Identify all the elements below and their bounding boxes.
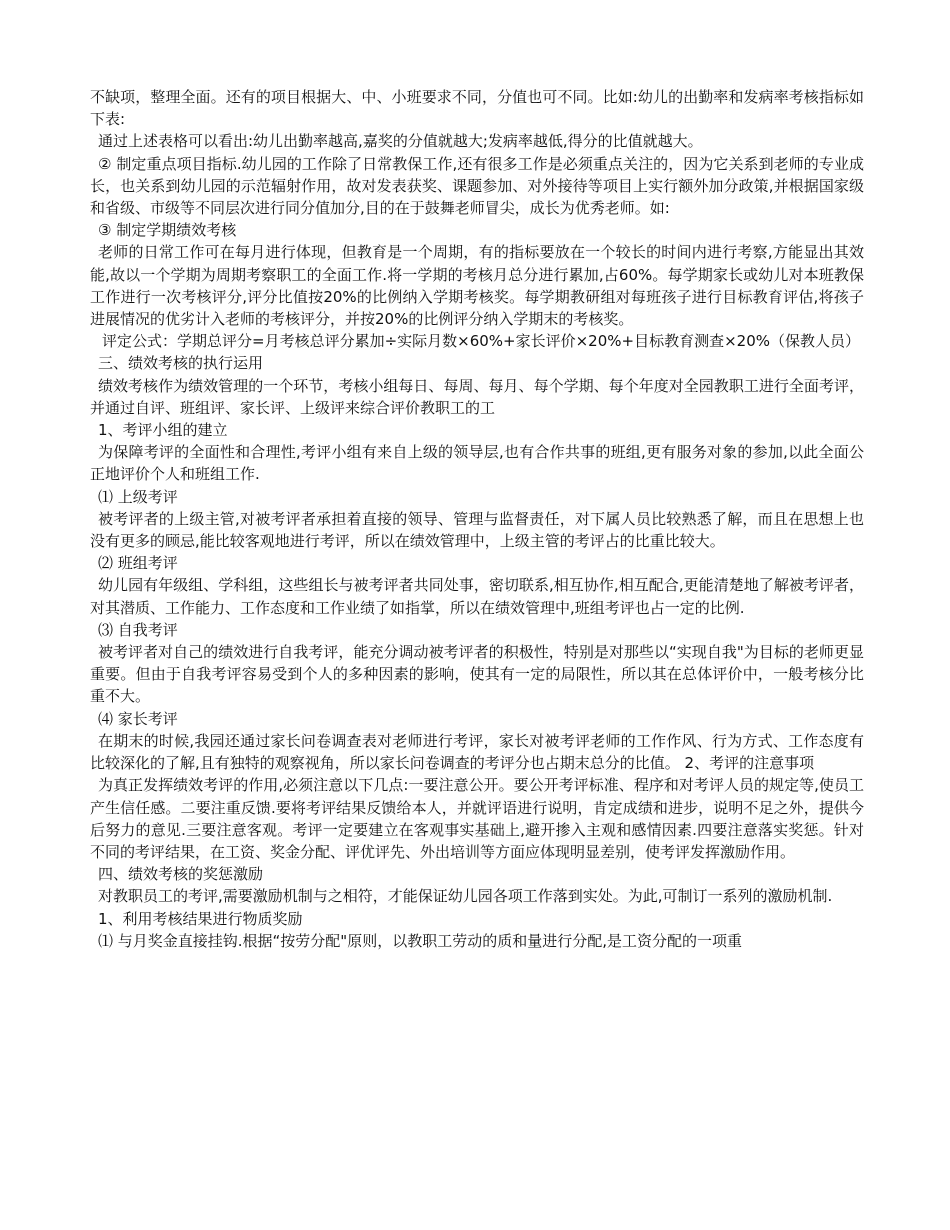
- heading-section-four: 四、绩效考核的奖惩激励: [98, 865, 264, 884]
- heading-supervisor-review: ⑴ 上级考评: [98, 487, 178, 506]
- paragraph-section-three-intro: 绩效考核作为绩效管理的一个环节，考核小组每日、每周、每月、每个学期、每个年度对全园教职工进行全面考评，并通过自评、班组评、家长评、上级评来综合评价教职工的工: [90, 376, 864, 417]
- document-page: [90, 86, 864, 952]
- heading-self-review: ⑶ 自我考评: [98, 620, 178, 639]
- heading-assessment-team: 1、考评小组的建立: [98, 421, 228, 440]
- heading-team-review: ⑵ 班组考评: [98, 554, 178, 573]
- paragraph-review-notes: 为真正发挥绩效考评的作用,必须注意以下几点:一要注意公开。要公开考评标准、程序和对考评人员的规定等,使员工产生信任感。二要注重反馈.要将考评结果反馈给本人，并就评语进行说明，肯定成绩和进步，说明不足之外，提供今后努力的意见.三要注意客观。考评一定要建立在客观事实基础上,避开掺入主观和感情因素.四要注意落实奖惩。针对不同的考评结果，在工资、奖金分配、评优评先、外出培训等方面应体现明显差别，使考评发挥激励作用。: [90, 776, 864, 861]
- heading-parent-review: ⑷ 家长考评: [98, 709, 178, 728]
- paragraph-key-project-indicators: ② 制定重点项目指标.幼儿园的工作除了日常教保工作,还有很多工作是必须重点关注的，因为它关系到老师的专业成长，也关系到幼儿园的示范辐射作用，故对发表获奖、课题参加、对外接待等项目上实行额外加分政策,并根据国家级和省级、市级等不同层次进行同分值加分,目的在于鼓舞老师冒尖，成长为优秀老师。如:: [90, 154, 864, 218]
- heading-semester-assessment: ③ 制定学期绩效考核: [98, 221, 237, 240]
- paragraph-semester-assessment: 老师的日常工作可在每月进行体现，但教育是一个周期，有的指标要放在一个较长的时间内进行考察,方能显出其效能,故以一个学期为周期考察职工的全面工作.将一学期的考核月总分进行累加,占60%。每学期家长或幼儿对本班教保工作进行一次考核评分,评分比值按20%的比例纳入学期考核奖。每学期教研组对每班孩子进行目标教育评估,将孩子进展情况的优劣计入老师的考核评分，并按20%的比例评分纳入学期末的考核奖。: [90, 243, 864, 329]
- paragraph-evaluation-formula: 评定公式：学期总评分=月考核总评分累加÷实际月数×60%+家长评价×20%+目标教育测查×20%（保教人员）: [102, 332, 861, 351]
- heading-section-three: 三、绩效考核的执行运用: [98, 354, 264, 373]
- paragraph-parent-review: 在期末的时候,我园还通过家长问卷调查表对老师进行考评，家长对被考评老师的工作作风、行为方式、工作态度有比较深化的了解,且有独特的观察视角，所以家长问卷调查的考评分也占期末总分的比值。 2、考评的注意事项: [90, 731, 864, 773]
- paragraph-team-review: 幼儿园有年级组、学科组，这些组长与被考评者共同处事，密切联系,相互协作,相互配合,更能清楚地了解被考评者，对其潜质、工作能力、工作态度和工作业绩了如指掌，所以在绩效管理中,班组考评也占一定的比例.: [90, 576, 864, 617]
- paragraph-section-four-intro: 对教职员工的考评,需要激励机制与之相符，才能保证幼儿园各项工作落到实处。为此,可制订一系列的激励机制.: [98, 887, 833, 906]
- paragraph-monthly-bonus: ⑴ 与月奖金直接挂钩.根据“按劳分配"原则，以教职工劳动的质和量进行分配,是工资分配的一项重: [98, 931, 742, 950]
- paragraph-assessment-team: 为保障考评的全面性和合理性,考评小组有来自上级的领导层,也有合作共事的班组,更有服务对象的参加,以此全面公正地评价个人和班组工作.: [90, 443, 864, 484]
- paragraph-supervisor-review: 被考评者的上级主管,对被考评者承担着直接的领导、管理与监督责任，对下属人员比较熟悉了解，而且在思想上也没有更多的顾忌,能比较客观地进行考评，所以在绩效管理中，上级主管的考评占的比重比较大。: [90, 509, 864, 551]
- paragraph-self-review: 被考评者对自己的绩效进行自我考评，能充分调动被考评者的积极性，特别是对那些以“实现自我"为目标的老师更显重要。但由于自我考评容易受到个人的多种因素的影响，使其有一定的局限性，所以其在总体评价中，一般考核分比重不大。: [90, 643, 864, 706]
- heading-material-rewards: 1、利用考核结果进行物质奖励: [98, 909, 303, 928]
- paragraph-table-summary: 通过上述表格可以看出:幼儿出勤率越高,嘉奖的分值就越大;发病率越低,得分的比值就越大。: [98, 132, 703, 151]
- paragraph-intro: 不缺项，整理全面。还有的项目根据大、中、小班要求不同，分值也可不同。比如:幼儿的出勤率和发病率考核指标如下表:: [90, 88, 864, 129]
